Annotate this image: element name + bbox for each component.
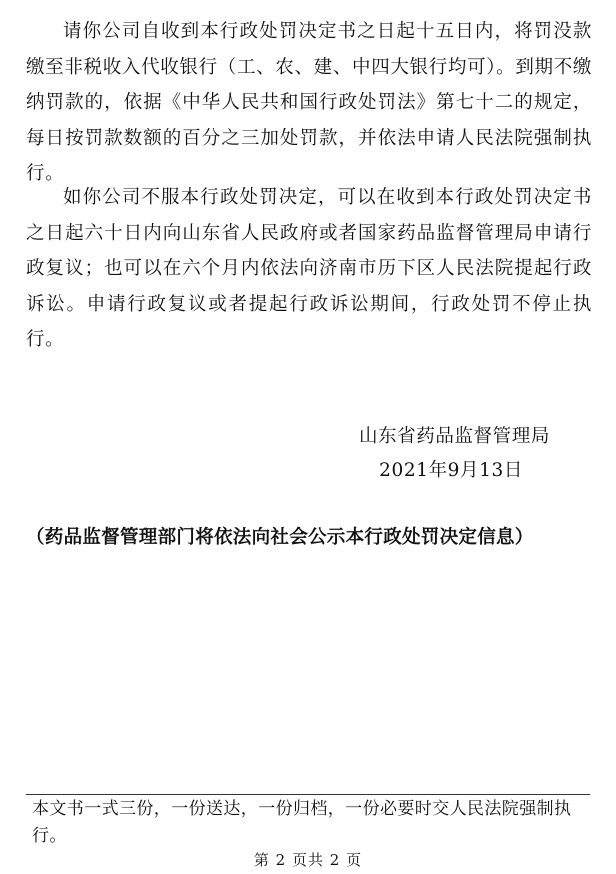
publicity-notice: （药品监督管理部门将依法向社会公示本行政处罚决定信息） bbox=[26, 527, 534, 548]
footer-note: 本文书一式三份，一份送达，一份归档，一份必要时交人民法院强制执行。 bbox=[32, 799, 572, 846]
body-paragraph-payment: 请你公司自收到本行政处罚决定书之日起十五日内，将罚没款缴至非税收入代收银行（工、农、建、中四大银行均可）。到期不缴纳罚款的，依据《中华人民共和国行政处罚法》第七十二的规定，每日按罚款数额的百分之三加处罚款，并依法申请人民法院强制执行。 bbox=[26, 21, 592, 184]
page-number: 第 2 页共 2 页 bbox=[253, 851, 363, 869]
signature-organization: 山东省药品监督管理局 bbox=[358, 426, 550, 447]
signature-date: 2021年9月13日 bbox=[379, 460, 523, 481]
footer-divider bbox=[26, 794, 590, 795]
body-paragraph-appeal: 如你公司不服本行政处罚决定，可以在收到本行政处罚决定书之日起六十日内向山东省人民政府或者国家药品监督管理局申请行政复议；也可以在六个月内依法向济南市历下区人民法院提起行政诉讼。申请行政复议或者提起行政诉讼期间，行政处罚不停止执行。 bbox=[26, 187, 592, 350]
